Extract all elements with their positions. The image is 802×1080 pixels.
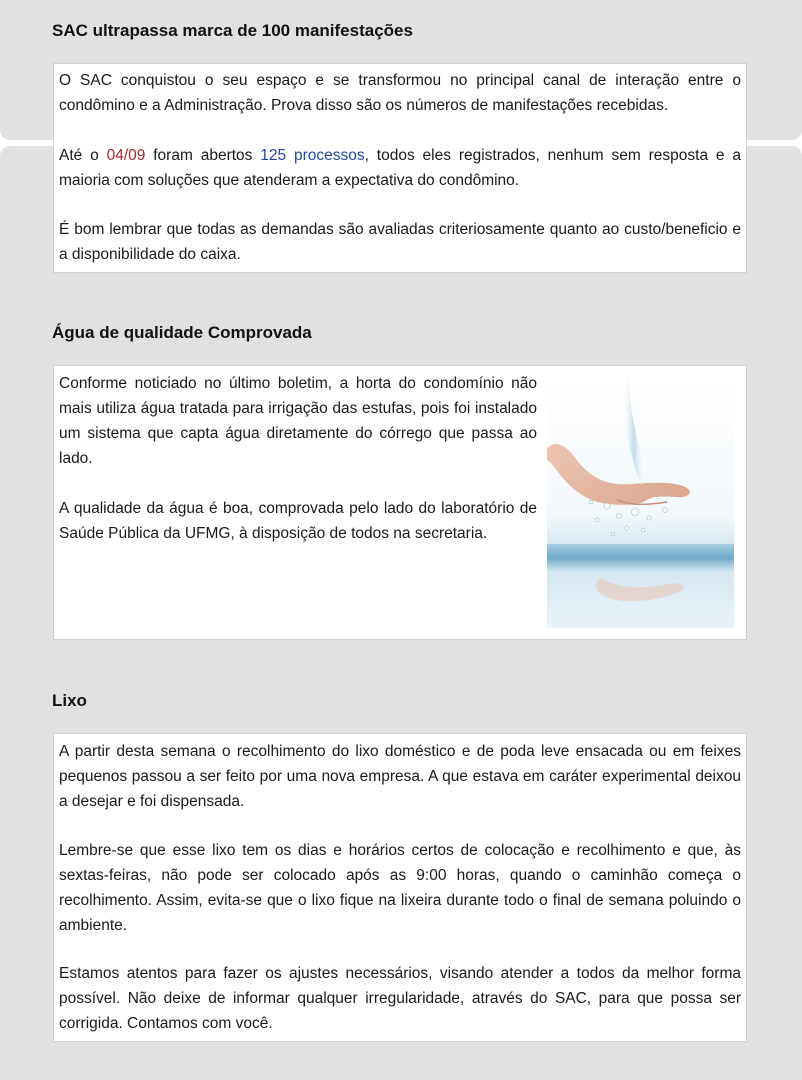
trash-paragraph-2: Lembre-se que esse lixo tem os dias e horários certos de colocação e recolhimento e que, às sextas-feiras, não pode ser colocado após as 9:00 horas, quando o caminhão começa o recolhimento. Assim, evita-se que o lixo fique na lixeira durante todo o final de semana poluindo o ambiente.	[59, 842, 741, 934]
trash-paragraph-3: Estamos atentos para fazer os ajustes necessários, visando atender a todos da melhor forma possível. Não deixe de informar qualquer irregularidade, através do SAC, para que possa ser corrigida. Contamos com você.	[59, 965, 741, 1032]
sac-paragraph-3: É bom lembrar que todas as demandas são avaliadas criteriosamente quanto ao custo/beneficio e a disponibilidade do caixa.	[59, 221, 741, 263]
sac-paragraph-2-middle: foram abertos	[145, 147, 261, 164]
trash-section-title: Lixo	[52, 691, 87, 710]
water-hand-photo	[547, 378, 734, 628]
sac-paragraph-2	[59, 143, 741, 193]
water-section-title: Água de qualidade Comprovada	[52, 323, 312, 342]
water-hand-illustration	[547, 378, 734, 628]
trash-paragraph-1: A partir desta semana o recolhimento do lixo doméstico e de poda leve ensacada ou em feixes pequenos passou a ser feito por uma nova empresa. A que estava em caráter experimental deixou a desejar e foi dispensada.	[59, 743, 741, 810]
water-paragraph-1: Conforme noticiado no último boletim, a horta do condomínio não mais utiliza água tratada para irrigação das estufas, pois foi instalado um sistema que capta água diretamente do córrego que passa ao lado.	[59, 375, 537, 467]
sac-paragraph-1: O SAC conquistou o seu espaço e se transformou no principal canal de interação entre o condômino e a Administração. Prova disso são os números de manifestações recebidas.	[59, 72, 741, 114]
sac-paragraph-2-lead: Até o	[59, 147, 107, 164]
sac-process-count: 125 processos	[260, 147, 365, 164]
sac-paragraph-2-tail: , todos eles registrados, nenhum sem resposta e a maioria com soluções que atenderam a expectativa do condômino.	[59, 147, 742, 189]
sac-date: 04/09	[106, 147, 146, 164]
water-paragraph-2: A qualidade da água é boa, comprovada pelo lado do laboratório de Saúde Pública da UFMG, à disposição de todos na secretaria.	[59, 500, 537, 542]
sac-section-title: SAC ultrapassa marca de 100 manifestações	[52, 21, 413, 40]
